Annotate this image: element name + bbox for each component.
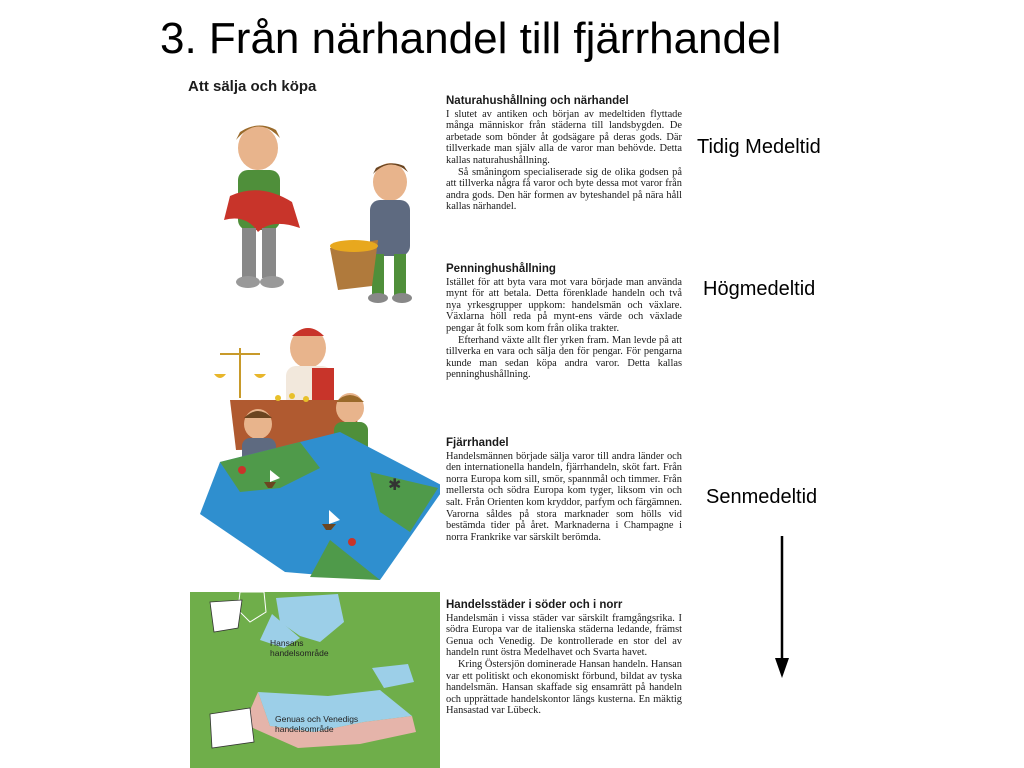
section-heading: Fjärrhandel — [446, 437, 509, 449]
section-paragraph: Handelsmän i vissa städer var särskilt framgångsrika. I södra Europa var de italienska städerna ledande, främst Genua och Venedig. De kontrollerade en stor del av handeln runt östra Medelhavet och Svarta havet. — [446, 612, 682, 659]
period-label-high: Högmedeltid — [703, 278, 816, 300]
svg-text:✱: ✱ — [388, 477, 402, 494]
section-paragraph: Så småningom specialiserade sig de olika godsen på att tillverka några få varor och byte dessa mot varor från andra gods. Den här formen av byteshandel på nära håll kallas närhandel. — [446, 166, 682, 213]
book-page-title: Att sälja och köpa — [188, 78, 317, 95]
map-label-hansa-1: Hansans — [270, 638, 304, 648]
period-label-early: Tidig Medeltid — [697, 136, 821, 158]
map-label-genoa-venice-1: Genuas och Venedigs — [275, 714, 359, 724]
section-paragraph: Handelsmännen började sälja varor till andra länder och den internationella handeln, fjärrhandeln, sköt fart. Från norra Europa kom sill, smör, spannmål och timmer. Från mellersta och södra Europa kom tyger, liksom vin och salt. Från Orienten kom kryddor, parfym och färgämnen. Varorna såldes på stora marknader som hölls vid bestämda tider på året. Marknaderna i Champagne i norra Frankrike var särskilt berömda. — [446, 450, 683, 543]
map-label-hansa-2: handelsområde — [270, 648, 329, 658]
section-naturahushallning — [446, 96, 682, 213]
book-page — [150, 70, 690, 768]
section-penninghushallning — [446, 264, 682, 381]
slide-title: 3. Från närhandel till fjärrhandel — [160, 14, 782, 63]
period-label-late: Senmedeltid — [706, 486, 818, 508]
section-paragraph: Istället för att byta vara mot vara började man använda mynt för att betala. Detta förenklade handeln och två nya yrkesgrupper uppkom: handelsmän och växlare. Växlarna höll reda på mynt-ens värde och växlade pengar åt folk som kom från olika trakter. — [446, 276, 682, 334]
barter-illustration — [180, 100, 440, 310]
timeline-arrow — [770, 534, 794, 682]
section-paragraph: I slutet av antiken och början av medeltiden flyttade många människor från städerna till landsbygden. De arbetade som bönder åt godsägare på deras gods. Där tillverkade man själv alla de varor man behövde. Detta kallas naturahushållning. — [446, 108, 682, 166]
trade-map-illustration — [180, 592, 440, 768]
section-heading: Naturahushållning och närhandel — [446, 95, 629, 107]
sea-chart-illustration — [180, 432, 440, 582]
section-handelsstader — [446, 600, 682, 717]
map-label-genoa-venice-2: handelsområde — [275, 724, 334, 734]
section-paragraph: Efterhand växte allt fler yrken fram. Man levde på att tillverka en vara och sälja den för pengar. För pengarna kunde man sedan köpa andra varor. Detta kallas penninghushållning. — [446, 334, 682, 381]
section-heading: Penninghushållning — [446, 263, 556, 275]
section-paragraph: Kring Östersjön dominerade Hansan handeln. Hansan var ett politiskt och ekonomiskt förbund, bildat av tyska handelsmän. Hansan skaffade sig ensamrätt på handeln och upprättade handelskontor längs kusterna. En mäktig Hansastad var Lübeck. — [446, 658, 682, 717]
section-fjarrhandel — [446, 438, 682, 543]
section-heading: Handelsstäder i söder och i norr — [446, 599, 623, 611]
